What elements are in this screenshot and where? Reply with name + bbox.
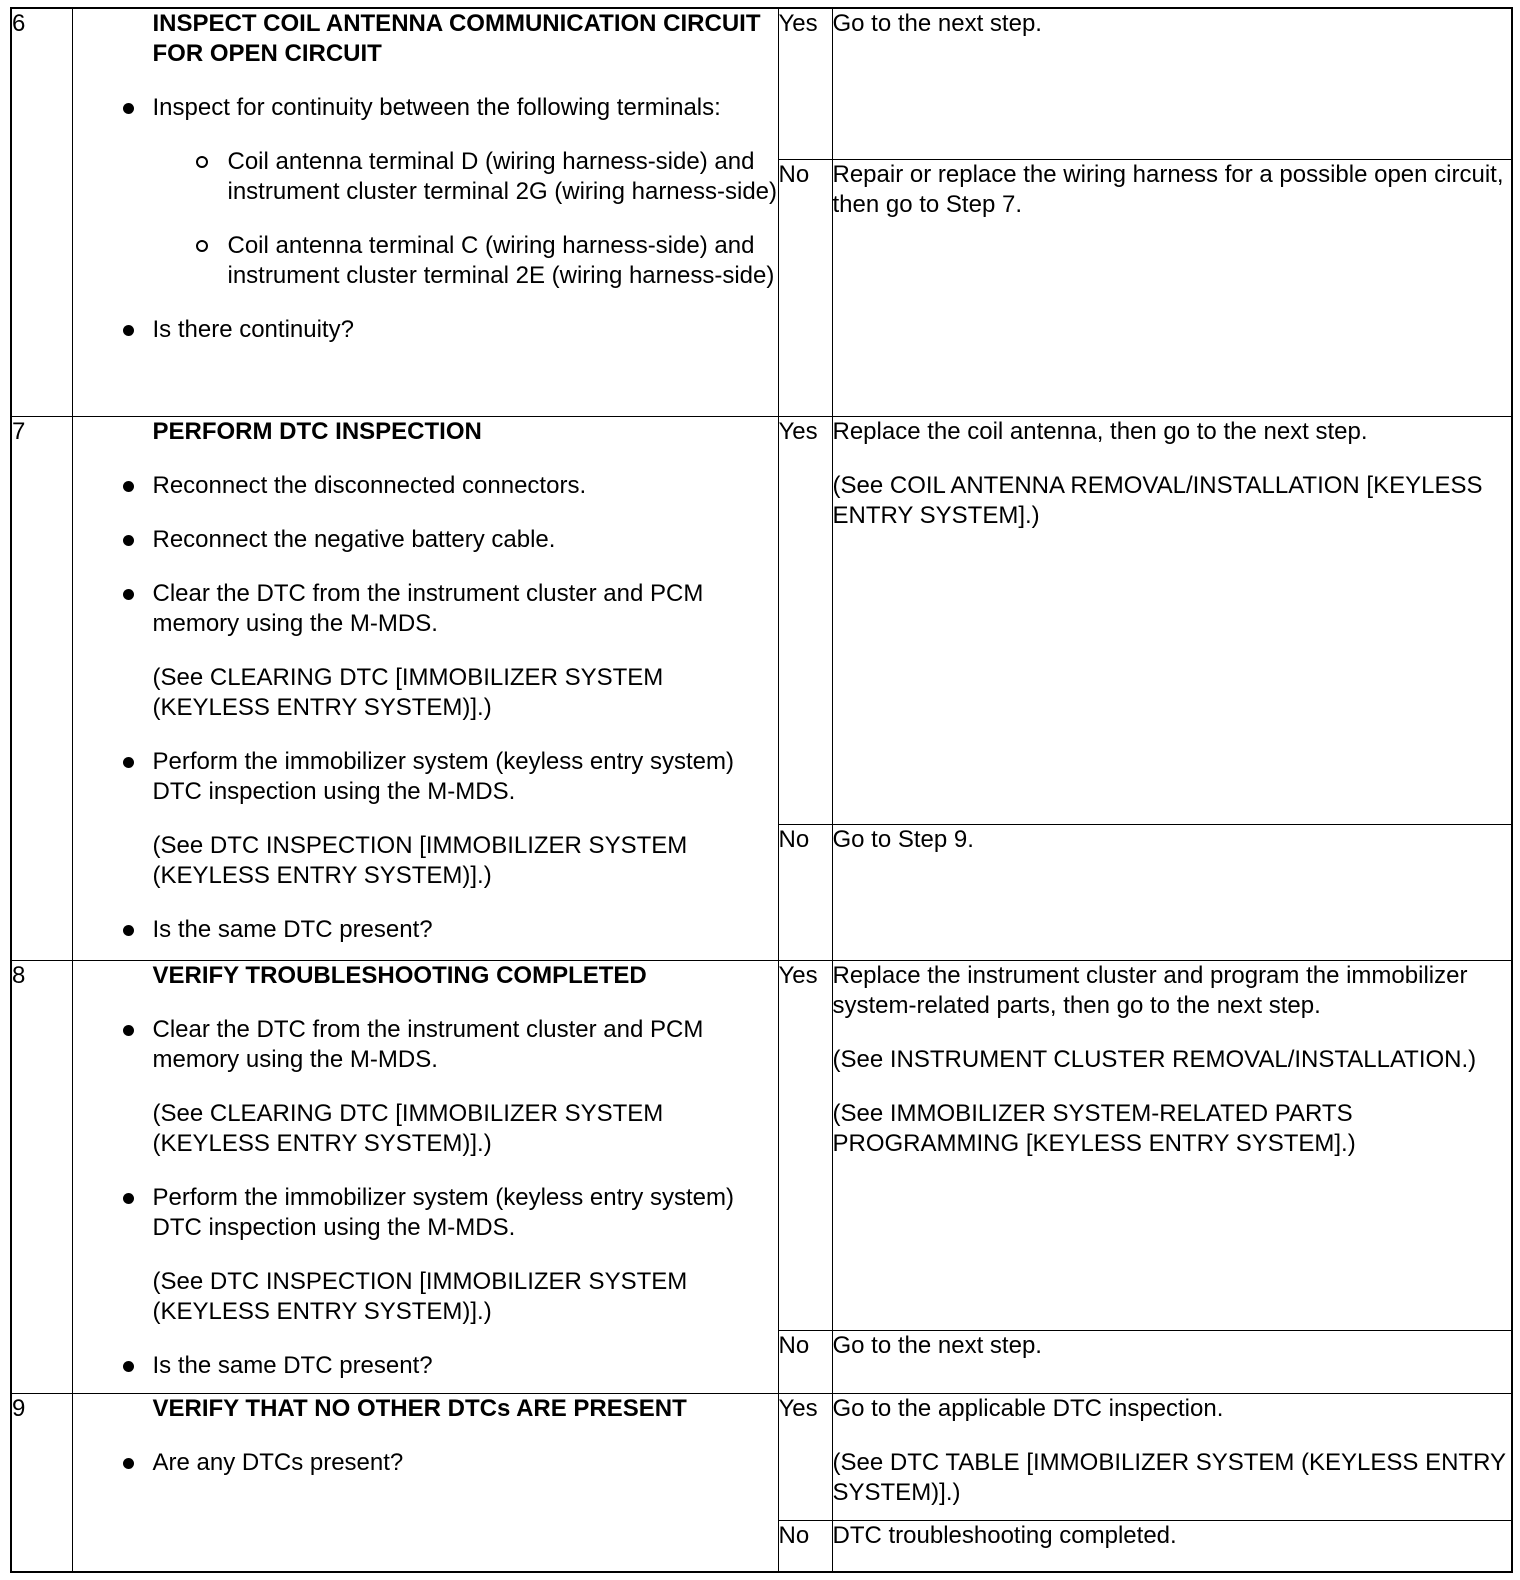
reference-text: (See DTC INSPECTION [IMMOBILIZER SYSTEM (KEYLESS ENTRY SYSTEM)].) [152,831,688,889]
result-reference: (See DTC TABLE [IMMOBILIZER SYSTEM (KEYLESS ENTRY SYSTEM)].) [832,1448,1506,1506]
bullet-item: Reconnect the disconnected connectors. [73,471,778,501]
bullet-item: Inspect for continuity between the following terminals: [73,93,778,123]
bullet-item: Are any DTCs present? [73,1448,778,1478]
step-8-procedure [72,960,778,1393]
result-reference: (See COIL ANTENNA REMOVAL/INSTALLATION [KEYLESS ENTRY SYSTEM].) [832,471,1483,529]
step-title: INSPECT COIL ANTENNA COMMUNICATION CIRCUIT FOR OPEN CIRCUIT [152,10,761,67]
step-title: VERIFY THAT NO OTHER DTCs ARE PRESENT [152,1394,687,1422]
troubleshooting-table [10,7,1513,1573]
no-label: No [778,1330,832,1393]
bullet-item: Clear the DTC from the instrument cluster and PCM memory using the M-MDS. [73,1015,778,1075]
result-reference: (See IMMOBILIZER SYSTEM-RELATED PARTS PROGRAMMING [KEYLESS ENTRY SYSTEM].) [832,1099,1356,1157]
reference-text: (See DTC INSPECTION [IMMOBILIZER SYSTEM (KEYLESS ENTRY SYSTEM)].) [152,1267,688,1325]
yes-label: Yes [778,1393,832,1520]
reference-text: (See CLEARING DTC [IMMOBILIZER SYSTEM (KEYLESS ENTRY SYSTEM)].) [152,1099,664,1157]
step-number: 9 [11,1393,72,1572]
result-text: Go to Step 9. [832,825,974,853]
bullet-item: Is the same DTC present? [73,915,778,945]
yes-label: Yes [778,960,832,1330]
bullet-item: Is the same DTC present? [73,1351,778,1381]
step-6-procedure [72,8,778,416]
no-result [832,159,1512,416]
bullet-item: Perform the immobilizer system (keyless entry system) DTC inspection using the M-MDS. [73,747,778,807]
bullet-item: Reconnect the negative battery cable. [73,525,778,555]
step-number: 6 [11,8,72,416]
yes-result [832,1393,1512,1520]
sub-bullet-item: Coil antenna terminal D (wiring harness-side) and instrument cluster terminal 2G (wiring harness-side) [73,147,778,207]
no-result [832,1330,1512,1393]
step-7-yes-row [11,416,1512,824]
no-label: No [778,159,832,416]
result-text: Go to the next step. [832,10,1042,37]
bullet-item: Is there continuity? [73,315,778,345]
step-7-procedure [72,416,778,960]
no-result [832,1520,1512,1572]
no-result [832,824,1512,960]
yes-result [832,8,1512,159]
bullet-item: Perform the immobilizer system (keyless entry system) DTC inspection using the M-MDS. [73,1183,778,1243]
step-6-yes-row [11,8,1512,159]
result-reference: (See INSTRUMENT CLUSTER REMOVAL/INSTALLATION.) [832,1045,1477,1073]
yes-result [832,960,1512,1330]
step-number: 8 [11,960,72,1393]
sub-bullet-item: Coil antenna terminal C (wiring harness-side) and instrument cluster terminal 2E (wiring harness-side) [73,231,778,291]
no-label: No [778,1520,832,1572]
step-title: VERIFY TROUBLESHOOTING COMPLETED [152,961,647,989]
result-text: Replace the instrument cluster and program the immobilizer system-related parts, then go to the next step. [832,961,1468,1019]
result-text: DTC troubleshooting completed. [832,1521,1177,1549]
step-8-yes-row [11,960,1512,1330]
result-text: Go to the next step. [832,1331,1042,1359]
step-9-procedure [72,1393,778,1572]
result-text: Repair or replace the wiring harness for a possible open circuit, then go to Step 7. [832,160,1504,218]
result-text: Go to the applicable DTC inspection. [832,1394,1224,1422]
bullet-item: Clear the DTC from the instrument cluster and PCM memory using the M-MDS. [73,579,778,639]
step-number: 7 [11,416,72,960]
no-label: No [778,824,832,960]
result-text: Replace the coil antenna, then go to the next step. [832,417,1368,445]
troubleshooting-page [10,7,1513,1573]
reference-text: (See CLEARING DTC [IMMOBILIZER SYSTEM (KEYLESS ENTRY SYSTEM)].) [152,663,664,721]
step-9-yes-row [11,1393,1512,1520]
yes-result [832,416,1512,824]
yes-label: Yes [778,8,832,159]
step-title: PERFORM DTC INSPECTION [152,417,482,445]
yes-label: Yes [778,416,832,824]
